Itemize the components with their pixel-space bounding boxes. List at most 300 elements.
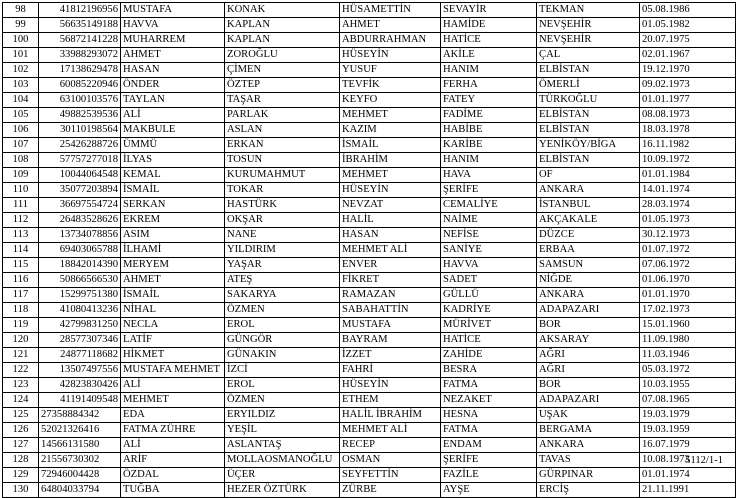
mother-name-cell: HABİBE — [441, 123, 537, 138]
birthplace-cell: ELBİSTAN — [537, 123, 640, 138]
birth-date-cell: 01.05.1982 — [640, 18, 736, 33]
father-name-cell: MUSTAFA — [340, 318, 441, 333]
mother-name-cell: ŞERİFE — [441, 183, 537, 198]
birthplace-cell: TEKMAN — [537, 3, 640, 18]
mother-name-cell: CEMALİYE — [441, 198, 537, 213]
father-name-cell: İZZET — [340, 348, 441, 363]
birth-date-cell: 11.09.1980 — [640, 333, 736, 348]
table-row — [3, 33, 736, 48]
id-number-cell: 69403065788 — [39, 243, 121, 258]
mother-name-cell: NEZAKET — [441, 393, 537, 408]
surname-cell: HASTÜRK — [225, 198, 340, 213]
birthplace-cell: BOR — [537, 378, 640, 393]
first-name-cell: HAVVA — [121, 18, 225, 33]
roster-table — [2, 2, 736, 498]
birth-date-cell: 28.03.1974 — [640, 198, 736, 213]
id-number-cell: 33988293072 — [39, 48, 121, 63]
surname-cell: ÖZMEN — [225, 393, 340, 408]
row-number-cell: 117 — [3, 288, 39, 303]
row-number-cell: 127 — [3, 438, 39, 453]
row-number-cell: 121 — [3, 348, 39, 363]
father-name-cell: ENVER — [340, 258, 441, 273]
mother-name-cell: HANIM — [441, 153, 537, 168]
first-name-cell: EDA — [121, 408, 225, 423]
surname-cell: KONAK — [225, 3, 340, 18]
first-name-cell: NİHAL — [121, 303, 225, 318]
father-name-cell: ETHEM — [340, 393, 441, 408]
mother-name-cell: NAİME — [441, 213, 537, 228]
birth-date-cell: 14.01.1974 — [640, 183, 736, 198]
mother-name-cell: HATİCE — [441, 333, 537, 348]
row-number-cell: 114 — [3, 243, 39, 258]
id-number-cell: 25426288726 — [39, 138, 121, 153]
birth-date-cell: 01.06.1970 — [640, 273, 736, 288]
first-name-cell: MUSTAFA MEHMET — [121, 363, 225, 378]
birth-date-cell: 21.11.1991 — [640, 483, 736, 498]
surname-cell: MOLLAOSMANOĞLU — [225, 453, 340, 468]
table-row — [3, 63, 736, 78]
birthplace-cell: ELBİSTAN — [537, 63, 640, 78]
mother-name-cell: FERHA — [441, 78, 537, 93]
father-name-cell: KEYFO — [340, 93, 441, 108]
row-number-cell: 118 — [3, 303, 39, 318]
father-name-cell: OSMAN — [340, 453, 441, 468]
row-number-cell: 110 — [3, 183, 39, 198]
father-name-cell: MEHMET ALİ — [340, 423, 441, 438]
first-name-cell: KEMAL — [121, 168, 225, 183]
id-number-cell: 41191409548 — [39, 393, 121, 408]
surname-cell: ATEŞ — [225, 273, 340, 288]
table-row — [3, 138, 736, 153]
table-row — [3, 3, 736, 18]
table-row — [3, 258, 736, 273]
first-name-cell: HASAN — [121, 63, 225, 78]
row-number-cell: 107 — [3, 138, 39, 153]
birthplace-cell: DÜZCE — [537, 228, 640, 243]
birth-date-cell: 17.02.1973 — [640, 303, 736, 318]
birth-date-cell: 01.07.1972 — [640, 243, 736, 258]
mother-name-cell: SADET — [441, 273, 537, 288]
birth-date-cell: 08.08.1973 — [640, 108, 736, 123]
father-name-cell: HASAN — [340, 228, 441, 243]
table-row — [3, 483, 736, 498]
first-name-cell: FATMA ZÜHRE — [121, 423, 225, 438]
first-name-cell: MUHARREM — [121, 33, 225, 48]
table-row — [3, 363, 736, 378]
row-number-cell: 130 — [3, 483, 39, 498]
mother-name-cell: FATMA — [441, 423, 537, 438]
surname-cell: OKŞAR — [225, 213, 340, 228]
first-name-cell: ÖZDAL — [121, 468, 225, 483]
father-name-cell: HÜSAMETTİN — [340, 3, 441, 18]
father-name-cell: RAMAZAN — [340, 288, 441, 303]
father-name-cell: İSMAİL — [340, 138, 441, 153]
id-number-cell: 50866566530 — [39, 273, 121, 288]
father-name-cell: ZÜRBE — [340, 483, 441, 498]
table-row — [3, 288, 736, 303]
surname-cell: ÜÇER — [225, 468, 340, 483]
mother-name-cell: HESNA — [441, 408, 537, 423]
table-row — [3, 333, 736, 348]
table-row — [3, 228, 736, 243]
birth-date-cell: 02.01.1967 — [640, 48, 736, 63]
row-number-cell: 124 — [3, 393, 39, 408]
surname-cell: ÖZMEN — [225, 303, 340, 318]
id-number-cell: 18842014390 — [39, 258, 121, 273]
id-number-cell: 17138629478 — [39, 63, 121, 78]
surname-cell: SAKARYA — [225, 288, 340, 303]
id-number-cell: 14566131580 — [39, 438, 121, 453]
first-name-cell: SERKAN — [121, 198, 225, 213]
mother-name-cell: ENDAM — [441, 438, 537, 453]
father-name-cell: ABDURRAHMAN — [340, 33, 441, 48]
surname-cell: ASLANTAŞ — [225, 438, 340, 453]
id-number-cell: 36697554724 — [39, 198, 121, 213]
row-number-cell: 109 — [3, 168, 39, 183]
first-name-cell: İLYAS — [121, 153, 225, 168]
id-number-cell: 56635149188 — [39, 18, 121, 33]
id-number-cell: 57757277018 — [39, 153, 121, 168]
birth-date-cell: 01.01.1984 — [640, 168, 736, 183]
first-name-cell: ALİ — [121, 378, 225, 393]
id-number-cell: 15299751380 — [39, 288, 121, 303]
row-number-cell: 111 — [3, 198, 39, 213]
father-name-cell: HALİL — [340, 213, 441, 228]
row-number-cell: 104 — [3, 93, 39, 108]
birth-date-cell: 15.01.1960 — [640, 318, 736, 333]
birth-date-cell: 19.03.1979 — [640, 408, 736, 423]
birthplace-cell: AĞRI — [537, 363, 640, 378]
first-name-cell: ÖNDER — [121, 78, 225, 93]
id-number-cell: 64804033794 — [39, 483, 121, 498]
id-number-cell: 60085220946 — [39, 78, 121, 93]
id-number-cell: 13507497556 — [39, 363, 121, 378]
surname-cell: EROL — [225, 318, 340, 333]
first-name-cell: İSMAİL — [121, 288, 225, 303]
father-name-cell: BAYRAM — [340, 333, 441, 348]
surname-cell: ASLAN — [225, 123, 340, 138]
birthplace-cell: ADAPAZARI — [537, 303, 640, 318]
table-row — [3, 423, 736, 438]
row-number-cell: 112 — [3, 213, 39, 228]
birthplace-cell: YENİKÖY/BİGA — [537, 138, 640, 153]
row-number-cell: 115 — [3, 258, 39, 273]
row-number-cell: 99 — [3, 18, 39, 33]
table-row — [3, 93, 736, 108]
father-name-cell: MEHMET ALİ — [340, 243, 441, 258]
row-number-cell: 101 — [3, 48, 39, 63]
table-row — [3, 198, 736, 213]
row-number-cell: 120 — [3, 333, 39, 348]
birthplace-cell: ELBİSTAN — [537, 153, 640, 168]
roster-document — [2, 2, 736, 498]
table-row — [3, 183, 736, 198]
id-number-cell: 42799831250 — [39, 318, 121, 333]
birthplace-cell: ÇAL — [537, 48, 640, 63]
table-row — [3, 48, 736, 63]
mother-name-cell: AYŞE — [441, 483, 537, 498]
mother-name-cell: SEVAYİR — [441, 3, 537, 18]
table-row — [3, 78, 736, 93]
page-footer-code: 5112/1-1 — [685, 455, 723, 466]
first-name-cell: MERYEM — [121, 258, 225, 273]
first-name-cell: MAKBULE — [121, 123, 225, 138]
mother-name-cell: BESRA — [441, 363, 537, 378]
first-name-cell: EKREM — [121, 213, 225, 228]
surname-cell: ERKAN — [225, 138, 340, 153]
birth-date-cell: 07.08.1965 — [640, 393, 736, 408]
surname-cell: YILDIRIM — [225, 243, 340, 258]
mother-name-cell: HATİCE — [441, 33, 537, 48]
mother-name-cell: HAVA — [441, 168, 537, 183]
birth-date-cell: 09.02.1973 — [640, 78, 736, 93]
mother-name-cell: GÜLLÜ — [441, 288, 537, 303]
father-name-cell: AHMET — [340, 18, 441, 33]
father-name-cell: HÜSEYİN — [340, 48, 441, 63]
row-number-cell: 113 — [3, 228, 39, 243]
table-row — [3, 213, 736, 228]
table-row — [3, 408, 736, 423]
mother-name-cell: SANİYE — [441, 243, 537, 258]
mother-name-cell: HAVVA — [441, 258, 537, 273]
id-number-cell: 41812196956 — [39, 3, 121, 18]
row-number-cell: 122 — [3, 363, 39, 378]
surname-cell: YAŞAR — [225, 258, 340, 273]
table-row — [3, 303, 736, 318]
birthplace-cell: ERBAA — [537, 243, 640, 258]
id-number-cell: 28577307346 — [39, 333, 121, 348]
row-number-cell: 129 — [3, 468, 39, 483]
surname-cell: GÜNGÖR — [225, 333, 340, 348]
birth-date-cell: 11.03.1946 — [640, 348, 736, 363]
table-row — [3, 123, 736, 138]
table-row — [3, 243, 736, 258]
birthplace-cell: İSTANBUL — [537, 198, 640, 213]
row-number-cell: 108 — [3, 153, 39, 168]
birthplace-cell: ANKARA — [537, 438, 640, 453]
row-number-cell: 102 — [3, 63, 39, 78]
father-name-cell: RECEP — [340, 438, 441, 453]
id-number-cell: 21556730302 — [39, 453, 121, 468]
mother-name-cell: FAZİLE — [441, 468, 537, 483]
birth-date-cell: 01.01.1977 — [640, 93, 736, 108]
birth-date-cell: 01.01.1970 — [640, 288, 736, 303]
birthplace-cell: ERCİŞ — [537, 483, 640, 498]
surname-cell: TOSUN — [225, 153, 340, 168]
first-name-cell: ASIM — [121, 228, 225, 243]
father-name-cell: YUSUF — [340, 63, 441, 78]
birthplace-cell: GÜRPINAR — [537, 468, 640, 483]
mother-name-cell: FADİME — [441, 108, 537, 123]
birth-date-cell: 19.12.1970 — [640, 63, 736, 78]
table-row — [3, 348, 736, 363]
father-name-cell: KAZIM — [340, 123, 441, 138]
first-name-cell: HİKMET — [121, 348, 225, 363]
row-number-cell: 100 — [3, 33, 39, 48]
row-number-cell: 105 — [3, 108, 39, 123]
surname-cell: TOKAR — [225, 183, 340, 198]
first-name-cell: İSMAİL — [121, 183, 225, 198]
id-number-cell: 35077203894 — [39, 183, 121, 198]
id-number-cell: 63100103576 — [39, 93, 121, 108]
mother-name-cell: MÜRİVET — [441, 318, 537, 333]
first-name-cell: MEHMET — [121, 393, 225, 408]
surname-cell: KAPLAN — [225, 18, 340, 33]
surname-cell: ERYILDIZ — [225, 408, 340, 423]
first-name-cell: AHMET — [121, 273, 225, 288]
birth-date-cell: 10.03.1955 — [640, 378, 736, 393]
surname-cell: GÜNAKIN — [225, 348, 340, 363]
first-name-cell: TAYLAN — [121, 93, 225, 108]
id-number-cell: 30110198564 — [39, 123, 121, 138]
row-number-cell: 103 — [3, 78, 39, 93]
row-number-cell: 116 — [3, 273, 39, 288]
table-row — [3, 318, 736, 333]
birth-date-cell: 05.08.1986 — [640, 3, 736, 18]
mother-name-cell: FATEY — [441, 93, 537, 108]
surname-cell: NANE — [225, 228, 340, 243]
birthplace-cell: NEVŞEHİR — [537, 33, 640, 48]
surname-cell: ÖZTEP — [225, 78, 340, 93]
father-name-cell: SEYFETTİN — [340, 468, 441, 483]
table-row — [3, 378, 736, 393]
birth-date-cell: 30.12.1973 — [640, 228, 736, 243]
id-number-cell: 13734078856 — [39, 228, 121, 243]
mother-name-cell: NEFİSE — [441, 228, 537, 243]
surname-cell: İZCİ — [225, 363, 340, 378]
father-name-cell: TEVFİK — [340, 78, 441, 93]
surname-cell: TAŞAR — [225, 93, 340, 108]
birth-date-cell: 05.03.1972 — [640, 363, 736, 378]
row-number-cell: 98 — [3, 3, 39, 18]
table-row — [3, 153, 736, 168]
row-number-cell: 125 — [3, 408, 39, 423]
birthplace-cell: ELBİSTAN — [537, 108, 640, 123]
id-number-cell: 41080413236 — [39, 303, 121, 318]
father-name-cell: NEVZAT — [340, 198, 441, 213]
id-number-cell: 56872141228 — [39, 33, 121, 48]
birthplace-cell: SAMSUN — [537, 258, 640, 273]
mother-name-cell: KADRİYE — [441, 303, 537, 318]
table-row — [3, 393, 736, 408]
surname-cell: PARLAK — [225, 108, 340, 123]
first-name-cell: MUSTAFA — [121, 3, 225, 18]
first-name-cell: TUĞBA — [121, 483, 225, 498]
table-row — [3, 453, 736, 468]
birth-date-cell: 19.03.1959 — [640, 423, 736, 438]
birthplace-cell: TAVAS — [537, 453, 640, 468]
table-row — [3, 273, 736, 288]
birthplace-cell: TÜRKOĞLU — [537, 93, 640, 108]
birthplace-cell: ÖMERLİ — [537, 78, 640, 93]
table-row — [3, 438, 736, 453]
surname-cell: KURUMAHMUT — [225, 168, 340, 183]
birth-date-cell: 20.07.1975 — [640, 33, 736, 48]
row-number-cell: 123 — [3, 378, 39, 393]
table-row — [3, 18, 736, 33]
birthplace-cell: NEVŞEHİR — [537, 18, 640, 33]
mother-name-cell: ZAHİDE — [441, 348, 537, 363]
birthplace-cell: ANKARA — [537, 183, 640, 198]
roster-table-body — [3, 3, 736, 498]
id-number-cell: 10044064548 — [39, 168, 121, 183]
table-row — [3, 108, 736, 123]
mother-name-cell: HAMİDE — [441, 18, 537, 33]
father-name-cell: İBRAHİM — [340, 153, 441, 168]
birthplace-cell: UŞAK — [537, 408, 640, 423]
surname-cell: YEŞİL — [225, 423, 340, 438]
surname-cell: KAPLAN — [225, 33, 340, 48]
id-number-cell: 49882539536 — [39, 108, 121, 123]
row-number-cell: 106 — [3, 123, 39, 138]
id-number-cell: 52021326416 — [39, 423, 121, 438]
first-name-cell: ARİF — [121, 453, 225, 468]
mother-name-cell: FATMA — [441, 378, 537, 393]
father-name-cell: MEHMET — [340, 168, 441, 183]
row-number-cell: 126 — [3, 423, 39, 438]
first-name-cell: LATİF — [121, 333, 225, 348]
birth-date-cell: 10.09.1972 — [640, 153, 736, 168]
birth-date-cell: 07.06.1972 — [640, 258, 736, 273]
father-name-cell: HÜSEYİN — [340, 183, 441, 198]
birthplace-cell: ADAPAZARI — [537, 393, 640, 408]
surname-cell: HEZER ÖZTÜRK — [225, 483, 340, 498]
mother-name-cell: ŞERİFE — [441, 453, 537, 468]
id-number-cell: 26483528626 — [39, 213, 121, 228]
mother-name-cell: KARİBE — [441, 138, 537, 153]
surname-cell: ÇİMEN — [225, 63, 340, 78]
first-name-cell: ALİ — [121, 438, 225, 453]
father-name-cell: FAHRİ — [340, 363, 441, 378]
birth-date-cell: 16.11.1982 — [640, 138, 736, 153]
first-name-cell: AHMET — [121, 48, 225, 63]
birthplace-cell: ANKARA — [537, 288, 640, 303]
father-name-cell: SABAHATTİN — [340, 303, 441, 318]
table-row — [3, 168, 736, 183]
birth-date-cell: 16.07.1979 — [640, 438, 736, 453]
birthplace-cell: AĞRI — [537, 348, 640, 363]
birth-date-cell: 01.05.1973 — [640, 213, 736, 228]
birth-date-cell: 10.08.1973 — [640, 453, 736, 468]
first-name-cell: ALİ — [121, 108, 225, 123]
row-number-cell: 128 — [3, 453, 39, 468]
birth-date-cell: 01.01.1974 — [640, 468, 736, 483]
mother-name-cell: HANIM — [441, 63, 537, 78]
birthplace-cell: AKSARAY — [537, 333, 640, 348]
father-name-cell: FİKRET — [340, 273, 441, 288]
birthplace-cell: NİĞDE — [537, 273, 640, 288]
id-number-cell: 42823830426 — [39, 378, 121, 393]
father-name-cell: HÜSEYİN — [340, 378, 441, 393]
id-number-cell: 27358884342 — [39, 408, 121, 423]
father-name-cell: HALİL İBRAHİM — [340, 408, 441, 423]
birthplace-cell: BOR — [537, 318, 640, 333]
father-name-cell: MEHMET — [340, 108, 441, 123]
first-name-cell: ÜMMÜ — [121, 138, 225, 153]
birthplace-cell: BERGAMA — [537, 423, 640, 438]
first-name-cell: NECLA — [121, 318, 225, 333]
surname-cell: EROL — [225, 378, 340, 393]
surname-cell: ZOROĞLU — [225, 48, 340, 63]
birthplace-cell: OF — [537, 168, 640, 183]
id-number-cell: 24877118682 — [39, 348, 121, 363]
birth-date-cell: 18.03.1978 — [640, 123, 736, 138]
row-number-cell: 119 — [3, 318, 39, 333]
mother-name-cell: AKİLE — [441, 48, 537, 63]
first-name-cell: İLHAMİ — [121, 243, 225, 258]
birthplace-cell: AKÇAKALE — [537, 213, 640, 228]
id-number-cell: 72946004428 — [39, 468, 121, 483]
